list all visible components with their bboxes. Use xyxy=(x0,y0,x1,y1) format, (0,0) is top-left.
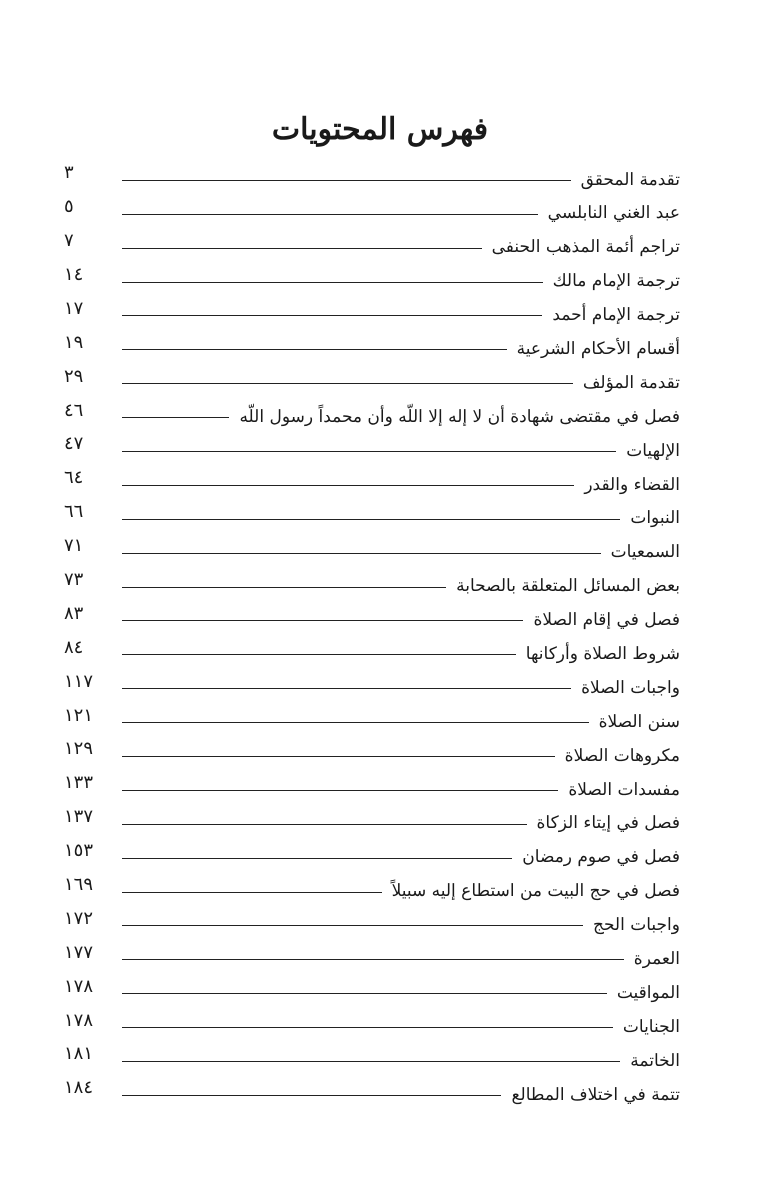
toc-entry-title: تقدمة المؤلف xyxy=(582,372,680,393)
toc-entry-title: فصل في مقتضى شهادة أن لا إله إلا اللّه وأن محمداً رسول اللّه xyxy=(239,406,680,427)
toc-row xyxy=(64,292,680,326)
toc-row xyxy=(64,664,680,698)
toc-entry-title: السمعيات xyxy=(610,542,680,563)
toc-entry-title: ترجمة الإمام مالك xyxy=(552,271,680,292)
toc-row xyxy=(64,800,680,834)
table-of-contents xyxy=(64,156,680,1105)
toc-row xyxy=(64,156,680,190)
toc-row xyxy=(64,224,680,258)
toc-leader-line xyxy=(122,383,573,384)
toc-leader-line xyxy=(122,722,589,723)
toc-page-number: ١٩ xyxy=(64,331,84,353)
toc-leader-line xyxy=(122,485,574,486)
toc-row xyxy=(64,1003,680,1037)
toc-entry-title: واجبات الصلاة xyxy=(581,677,680,698)
toc-entry-title: بعض المسائل المتعلقة بالصحابة xyxy=(456,576,680,597)
toc-page-number: ١١٧ xyxy=(64,670,94,692)
toc-row xyxy=(64,766,680,800)
toc-leader-line xyxy=(122,315,542,316)
toc-leader-line xyxy=(122,620,523,621)
toc-leader-line xyxy=(122,282,543,283)
toc-entry-title: أقسام الأحكام الشرعية xyxy=(516,338,680,359)
toc-entry-title: فصل في إيتاء الزكاة xyxy=(536,813,680,834)
toc-page-number: ١٨١ xyxy=(64,1043,94,1065)
toc-row xyxy=(64,427,680,461)
toc-page-number: ١٣٣ xyxy=(64,772,94,794)
toc-leader-line xyxy=(122,756,555,757)
toc-page-number: ١٢١ xyxy=(64,704,94,726)
toc-page-number: ١٧٨ xyxy=(64,975,94,997)
toc-page-number: ٧ xyxy=(64,230,74,252)
toc-row xyxy=(64,461,680,495)
toc-entry-title: الجنايات xyxy=(622,1016,680,1037)
toc-page-number: ١٧٧ xyxy=(64,941,94,963)
toc-leader-line xyxy=(122,654,516,655)
toc-leader-line xyxy=(122,790,558,791)
toc-entry-title: الإلهيات xyxy=(626,440,680,461)
toc-leader-line xyxy=(122,451,616,452)
toc-leader-line xyxy=(122,214,538,215)
toc-row xyxy=(64,732,680,766)
toc-leader-line xyxy=(122,180,571,181)
toc-entry-title: العمرة xyxy=(633,948,680,969)
toc-entry-title: فصل في إقام الصلاة xyxy=(533,610,680,631)
toc-leader-line xyxy=(122,959,624,960)
toc-row xyxy=(64,190,680,224)
toc-page-number: ٣ xyxy=(64,162,74,184)
toc-leader-line xyxy=(122,587,446,588)
toc-row xyxy=(64,325,680,359)
toc-row xyxy=(64,969,680,1003)
toc-entry-title: النبوات xyxy=(630,508,680,529)
toc-entry-title: مكروهات الصلاة xyxy=(564,745,680,766)
toc-page-number: ٢٩ xyxy=(64,365,84,387)
toc-row xyxy=(64,393,680,427)
toc-row xyxy=(64,698,680,732)
toc-row xyxy=(64,935,680,969)
toc-page-number: ١٢٩ xyxy=(64,738,94,760)
toc-page-number: ٤٧ xyxy=(64,433,84,455)
toc-entry-title: سنن الصلاة xyxy=(598,711,680,732)
toc-leader-line xyxy=(122,417,229,418)
toc-leader-line xyxy=(122,688,571,689)
toc-entry-title: واجبات الحج xyxy=(592,915,680,936)
toc-page-number: ٦٦ xyxy=(64,501,84,523)
toc-leader-line xyxy=(122,349,507,350)
toc-entry-title: فصل في حج البيت من استطاع إليه سبيلاً xyxy=(391,881,680,902)
toc-row xyxy=(64,1071,680,1105)
toc-row xyxy=(64,902,680,936)
toc-row xyxy=(64,495,680,529)
toc-row xyxy=(64,1037,680,1071)
toc-leader-line xyxy=(122,1095,501,1096)
toc-entry-title: مفسدات الصلاة xyxy=(568,779,680,800)
toc-entry-title: تراجم أئمة المذهب الحنفى xyxy=(491,237,680,258)
toc-leader-line xyxy=(122,892,382,893)
toc-page-number: ٧١ xyxy=(64,535,84,557)
toc-entry-title: عبد الغني النابلسي xyxy=(547,203,680,224)
toc-leader-line xyxy=(122,1027,613,1028)
toc-page-number: ١٧٢ xyxy=(64,907,94,929)
toc-row xyxy=(64,868,680,902)
toc-page-number: ١٣٧ xyxy=(64,806,94,828)
toc-page-number: ١٥٣ xyxy=(64,840,94,862)
toc-leader-line xyxy=(122,519,620,520)
toc-leader-line xyxy=(122,1061,620,1062)
toc-leader-line xyxy=(122,993,607,994)
toc-page-number: ١٤ xyxy=(64,263,84,285)
toc-leader-line xyxy=(122,925,583,926)
toc-page-number: ٨٣ xyxy=(64,602,84,624)
toc-page-number: ١٧ xyxy=(64,297,84,319)
toc-entry-title: تتمة في اختلاف المطالع xyxy=(511,1084,680,1105)
toc-entry-title: الخاتمة xyxy=(630,1050,680,1071)
toc-leader-line xyxy=(122,248,482,249)
toc-row xyxy=(64,630,680,664)
toc-row xyxy=(64,258,680,292)
toc-page-number: ٨٤ xyxy=(64,636,84,658)
toc-page-number: ١٨٤ xyxy=(64,1077,94,1099)
toc-entry-title: شروط الصلاة وأركانها xyxy=(525,643,680,664)
toc-entry-title: القضاء والقدر xyxy=(584,474,680,495)
toc-page-number: ١٧٨ xyxy=(64,1009,94,1031)
toc-row xyxy=(64,563,680,597)
toc-page-number: ٥ xyxy=(64,196,74,218)
toc-row xyxy=(64,597,680,631)
toc-entry-title: المواقيت xyxy=(616,982,680,1003)
toc-leader-line xyxy=(122,858,512,859)
toc-page-number: ٤٦ xyxy=(64,399,84,421)
toc-leader-line xyxy=(122,824,527,825)
toc-row xyxy=(64,359,680,393)
toc-entry-title: تقدمة المحقق xyxy=(580,169,680,190)
toc-page-number: ٦٤ xyxy=(64,467,84,489)
toc-row xyxy=(64,834,680,868)
toc-page-number: ١٦٩ xyxy=(64,874,94,895)
toc-leader-line xyxy=(122,553,601,554)
toc-entry-title: ترجمة الإمام أحمد xyxy=(552,305,680,326)
toc-page-number: ٧٣ xyxy=(64,568,84,590)
page-title: فهرس المحتويات xyxy=(271,112,489,147)
toc-entry-title: فصل في صوم رمضان xyxy=(522,847,680,868)
toc-row xyxy=(64,529,680,563)
